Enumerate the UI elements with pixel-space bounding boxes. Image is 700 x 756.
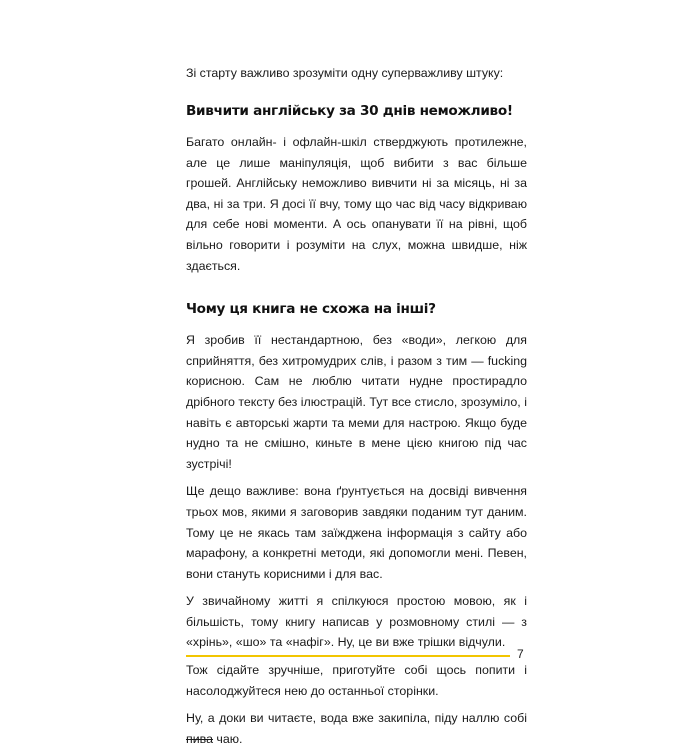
page-number: 7	[517, 647, 524, 661]
heading-30-days: Вивчити англійську за 30 днів неможливо!	[186, 103, 513, 119]
paragraph-tea	[186, 708, 527, 749]
paragraph-enjoy: Тож сідайте зручніше, приготуйте собі щось попити і насолоджуйтеся нею до останньої сторінки.	[186, 663, 527, 698]
paragraph-nonstandard: Я зробив її нестандартною, без «води», легкою для сприйняття, без хитромудрих слів, і разом з тим — fucking корисною. Сам не люблю читати нудне простирадло дрібного тексту без ілюстрацій. Тут все стисло, зрозуміло, і навіть є авторські жарти та меми для настрою. Якщо буде нудно та не смішно, киньте в мене цією книгою під час зустрічі!	[186, 333, 527, 471]
paragraph-schools: Багато онлайн- і офлайн-шкіл стверджують протилежне, але це лише маніпуляція, щоб вибити з вас більше грошей. Англійську неможливо вивчити ні за місяць, ні за два, ні за три. Я досі її вчу, тому що час від часу відкриваю для себе нові моменти. А ось опанувати її на рівні, щоб вільно говорити і розуміти на слух, можна швидше, ніж здається.	[186, 135, 527, 273]
paragraph-experience: Ще дещо важливе: вона ґрунтується на досвіді вивчення трьох мов, якими я заговорив завдяки поданим тут даним. Тому це не якась там заїжджена інформація з сайту або марафону, а конкретні методи, які допомогли мені. Певен, вони стануть корисними і для вас.	[186, 484, 527, 581]
tea-text-after: чаю.	[212, 731, 243, 746]
footer-rule	[186, 655, 510, 657]
intro-text: Зі старту важливо зрозуміти одну суперважливу штуку:	[186, 66, 504, 80]
heading-why-different: Чому ця книга не схожа на інші?	[186, 301, 436, 318]
tea-text-before: Ну, а доки ви читаєте, вода вже закипіла, піду наллю собі	[186, 711, 527, 726]
struck-word: пива	[186, 731, 213, 746]
paragraph-style: У звичайному житті я спілкуюся простою мовою, як і більшість, тому книгу написав у розмовному стилі — з «хрінь», «шо» та «нафіг». Ну, це ви вже трішки відчули.	[186, 594, 527, 650]
page-content	[186, 64, 527, 756]
